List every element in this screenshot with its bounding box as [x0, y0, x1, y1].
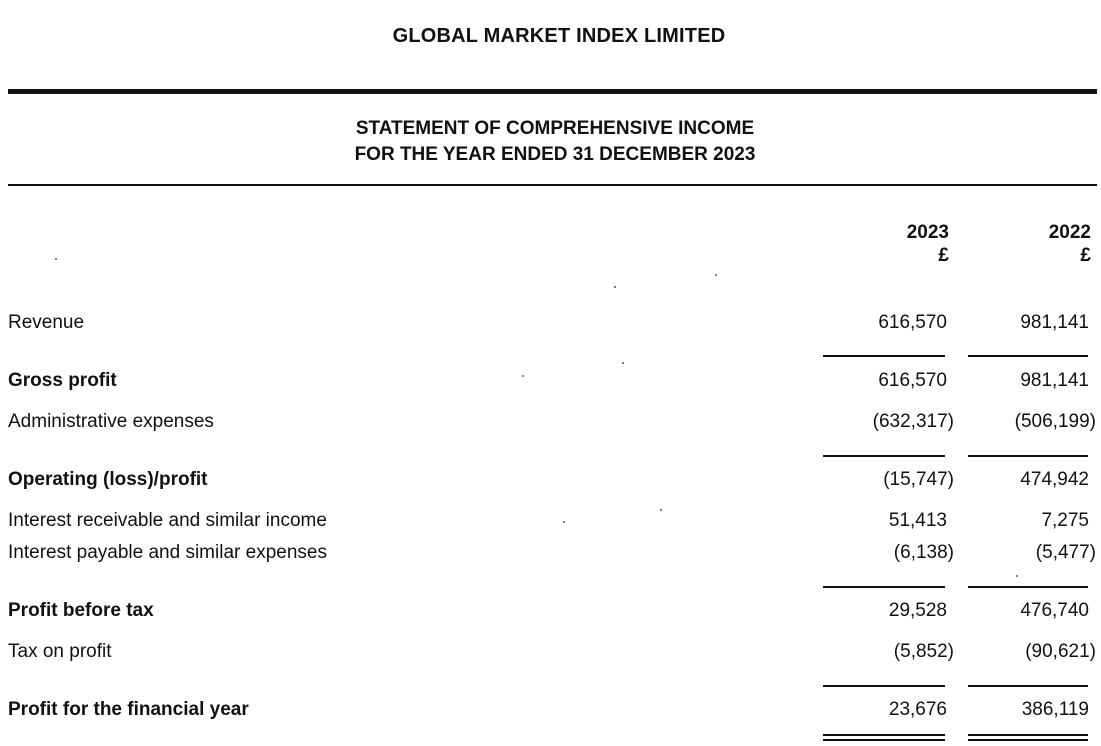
value-2022: (90,621): [1025, 641, 1096, 662]
value-2022: (5,477): [1035, 542, 1096, 563]
row-operating-profit: [8, 468, 1101, 492]
subtotal-rule: [823, 586, 945, 588]
statement-title: STATEMENT OF COMPREHENSIVE INCOME: [355, 118, 755, 139]
row-label: Interest payable and similar expenses: [8, 542, 327, 563]
row-interest-payable: [8, 541, 1101, 565]
row-label: Profit before tax: [8, 600, 154, 621]
value-2022: 474,942: [1020, 469, 1089, 490]
row-tax-on-profit: [8, 640, 1101, 664]
value-2022: 476,740: [1020, 600, 1089, 621]
row-label: Administrative expenses: [8, 411, 214, 432]
value-2023: (15,747): [883, 469, 954, 490]
scan-speck: [614, 286, 616, 288]
subtotal-rule: [823, 685, 945, 687]
value-2023: (632,317): [872, 411, 954, 432]
scan-speck: [660, 509, 662, 511]
value-2022: (506,199): [1014, 411, 1096, 432]
row-revenue: [8, 311, 1101, 335]
scan-speck: [55, 258, 57, 260]
row-label: Profit for the financial year: [8, 699, 249, 720]
row-administrative-expenses: [8, 410, 1101, 434]
header-rule: [8, 89, 1097, 94]
scan-speck: [715, 274, 717, 276]
value-2023: 51,413: [888, 510, 947, 531]
column-year: 2023: [906, 222, 949, 243]
column-year: 2022: [1048, 222, 1091, 243]
column-unit: £: [938, 245, 949, 266]
subtotal-rule: [823, 355, 945, 357]
scan-speck: [522, 375, 524, 377]
subtotal-rule: [968, 586, 1088, 588]
row-label: Operating (loss)/profit: [8, 469, 208, 490]
value-2022: 981,141: [1020, 312, 1089, 333]
subtotal-rule: [823, 455, 945, 457]
column-header-2022: [1049, 221, 1091, 267]
subtotal-rule: [968, 455, 1088, 457]
value-2023: 29,528: [888, 600, 947, 621]
value-2022: 7,275: [1041, 510, 1089, 531]
value-2023: 616,570: [878, 312, 947, 333]
column-unit: £: [1080, 245, 1091, 266]
row-profit-for-year: [8, 698, 1101, 722]
value-2023: (6,138): [893, 542, 954, 563]
total-double-rule: [823, 734, 945, 741]
value-2023: (5,852): [893, 641, 954, 662]
scan-speck: [563, 521, 565, 523]
value-2022: 981,141: [1020, 370, 1089, 391]
value-2023: 23,676: [888, 699, 947, 720]
company-name: GLOBAL MARKET INDEX LIMITED: [392, 25, 726, 47]
scan-speck: [1016, 575, 1018, 577]
column-header-2023: [907, 221, 949, 267]
row-label: Revenue: [8, 312, 85, 333]
row-gross-profit: [8, 369, 1101, 393]
row-label: Interest receivable and similar income: [8, 510, 327, 531]
value-2023: 616,570: [878, 370, 947, 391]
row-interest-receivable: [8, 509, 1101, 533]
row-label: Tax on profit: [8, 641, 112, 662]
total-double-rule: [968, 734, 1088, 741]
subtotal-rule: [968, 355, 1088, 357]
title-rule: [8, 184, 1097, 186]
row-profit-before-tax: [8, 599, 1101, 623]
statement-period: FOR THE YEAR ENDED 31 DECEMBER 2023: [354, 144, 756, 165]
subtotal-rule: [968, 685, 1088, 687]
row-label: Gross profit: [8, 370, 117, 391]
scan-speck: [622, 362, 624, 364]
value-2022: 386,119: [1021, 699, 1089, 720]
